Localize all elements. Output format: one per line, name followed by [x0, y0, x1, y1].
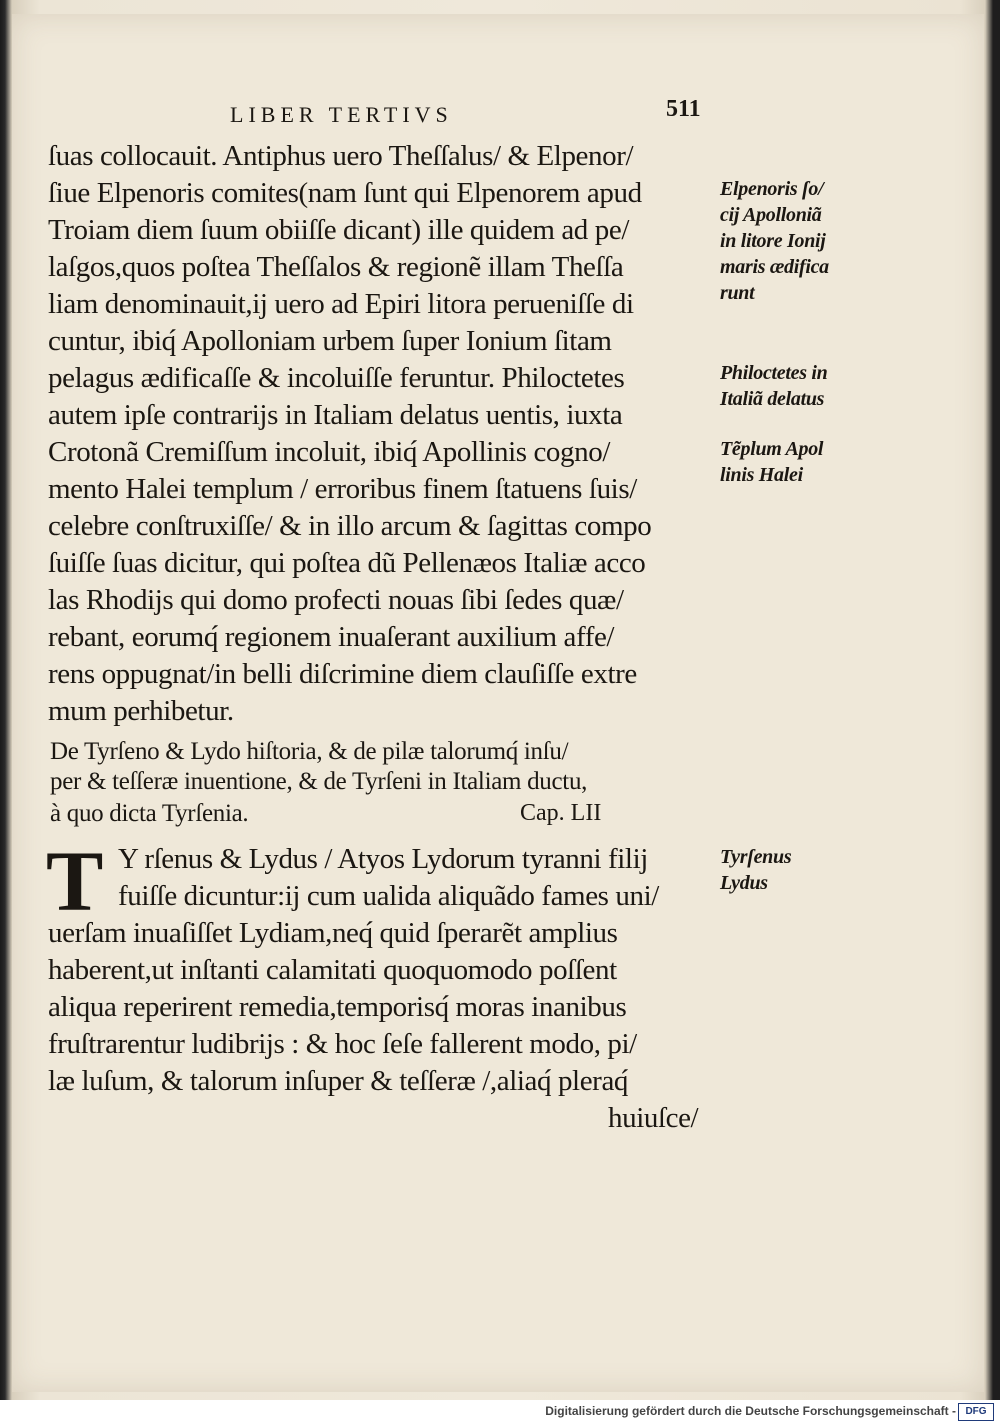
body-line: rebant, eorumq́ regionem inuaſerant auxilium affe/ — [48, 621, 615, 653]
marginal-note: Lydus — [720, 872, 768, 894]
chapter-heading-line: De Tyrſeno & Lydo hiſtoria, & de pilæ talorumq́ inſu/ — [50, 738, 569, 765]
body-line: uerſam inuaſiſſet Lydiam,neq́ quid ſperarẽt amplius — [48, 917, 618, 949]
marginal-note: Tyrſenus — [720, 846, 792, 868]
body-line: liam denominauit,ij uero ad Epiri litora perueniſſe di — [48, 288, 634, 320]
marginal-note: in litore Ionij — [720, 230, 826, 252]
catchword: huiuſce/ — [608, 1102, 699, 1134]
body-line: pelagus ædificaſſe & incoluiſſe feruntur. Philoctetes — [48, 362, 625, 394]
marginal-note: Tẽplum Apol — [720, 438, 824, 460]
marginal-note: Philoctetes in — [720, 362, 828, 384]
funding-credit: Digitalisierung gefördert durch die Deutsche Forschungsgemeinschaft - — [545, 1404, 956, 1418]
body-line: rens oppugnat/in belli diſcrimine diem clauſiſſe extre — [48, 658, 637, 690]
marginal-note: cij Apolloniã — [720, 204, 822, 226]
body-line: Crotonã Cremiſſum incoluit, ibiq́ Apollinis cogno/ — [48, 436, 610, 468]
body-line: haberent,ut inſtanti calamitati quoquomodo poſſent — [48, 954, 617, 986]
body-line: ſuiſſe ſuas dicitur, qui poſtea dũ Pellenæos Italiæ acco — [48, 547, 646, 579]
body-line: ſiue Elpenoris comites(nam ſunt qui Elpenorem apud — [48, 177, 642, 209]
marginal-note: Italiã delatus — [720, 388, 825, 410]
body-line: autem ipſe contrarijs in Italiam delatus uentis, iuxta — [48, 399, 623, 431]
chapter-heading-line: à quo dicta Tyrſenia. — [50, 800, 249, 827]
body-line: Y rſenus & Lydus / Atyos Lydorum tyranni filij — [118, 843, 648, 875]
running-head: LIBER TERTIVS — [230, 102, 453, 127]
marginal-note: Elpenoris ſo/ — [720, 178, 824, 200]
marginal-note: linis Halei — [720, 464, 803, 486]
body-line: celebre conſtruxiſſe/ & in illo arcum & ſagittas compo — [48, 510, 652, 542]
body-line: Troiam diem ſuum obiiſſe dicant) ille quidem ad pe/ — [48, 214, 629, 246]
body-line: las Rhodijs qui domo profecti nouas ſibi ſedes quæ/ — [48, 584, 624, 616]
marginal-note: maris ædifica — [720, 256, 829, 278]
body-line: cuntur, ibiq́ Apolloniam urbem ſuper Ionium ſitam — [48, 325, 612, 357]
drop-cap: T — [46, 833, 104, 929]
chapter-number: Cap. LII — [520, 800, 602, 826]
body-line: laſgos,quos poſtea Theſſalos & regionẽ illam Theſſa — [48, 251, 624, 283]
body-line: ſuas collocauit. Antiphus uero Theſſalus/ & Elpenor/ — [48, 140, 634, 172]
marginal-note: runt — [720, 282, 755, 304]
body-line: fruſtrarentur ludibrijs : & hoc ſeſe fallerent modo, pi/ — [48, 1028, 637, 1060]
body-line: mento Halei templum / erroribus finem ſtatuens ſuis/ — [48, 473, 637, 505]
body-line: læ luſum, & talorum inſuper & teſſeræ /,aliaq́ pleraq́ — [48, 1065, 629, 1097]
page-number: 511 — [666, 96, 701, 122]
dfg-logo: DFG — [958, 1403, 994, 1421]
body-line: mum perhibetur. — [48, 695, 234, 727]
footer-bar — [0, 1400, 1000, 1423]
body-line: aliqua reperirent remedia,temporisq́ moras inanibus — [48, 991, 627, 1023]
body-line: fuiſſe dicuntur:ij cum ualida aliquãdo fames uni/ — [118, 880, 659, 912]
chapter-heading-line: per & teſſeræ inuentione, & de Tyrſeni in Italiam ductu, — [50, 768, 588, 795]
